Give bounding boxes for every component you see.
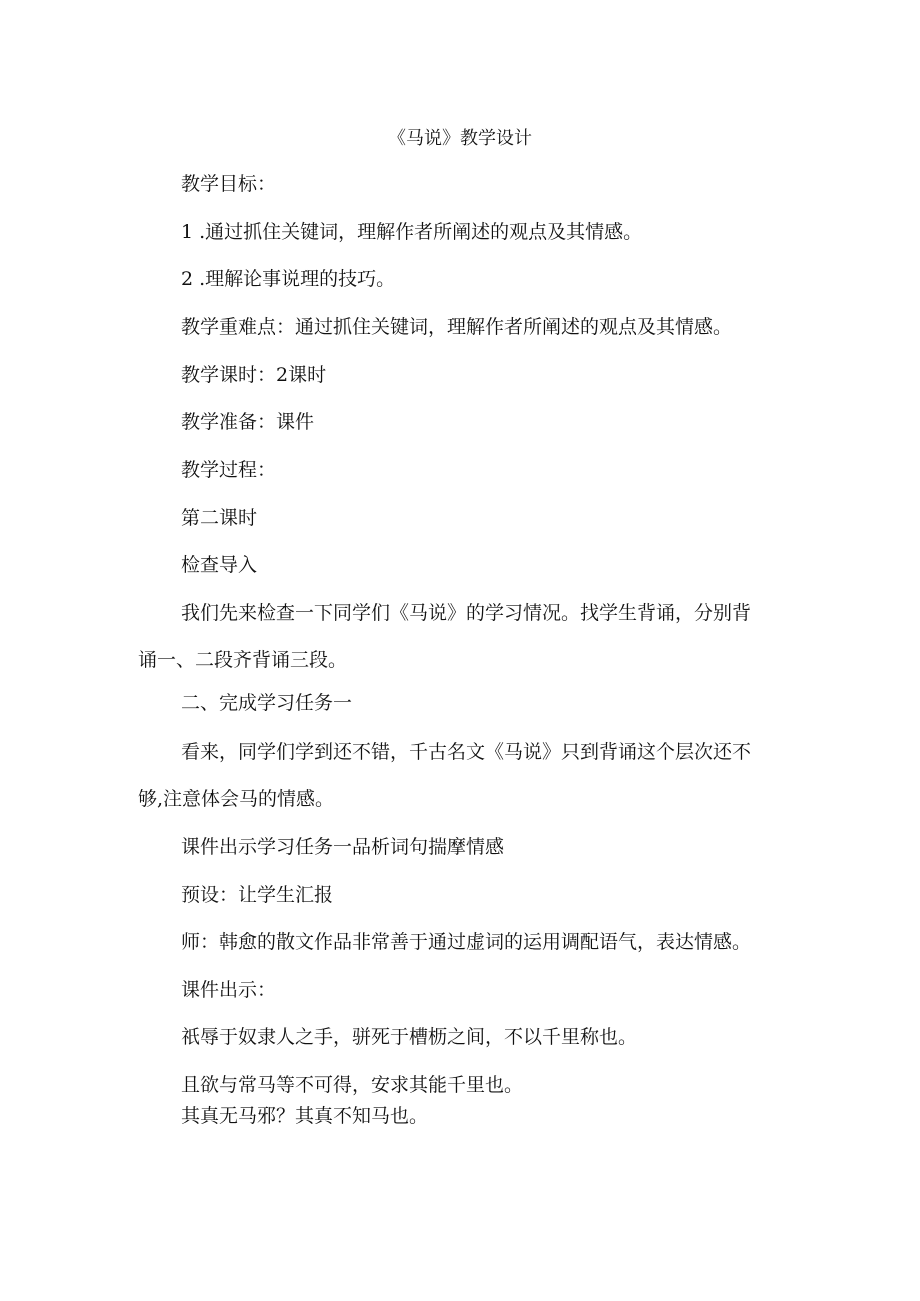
teacher-line: 师：韩愈的散文作品非常善于通过虚词的运用调配语气，表达情感。 — [181, 931, 752, 953]
section-heading-process: 教学过程： — [181, 459, 277, 481]
paragraph-task-line-2: 够,注意体会马的情感。 — [138, 788, 335, 810]
paragraph-review-line-2: 诵一、二段齐背诵三段。 — [138, 649, 348, 671]
objective-item-1: 1 .通过抓住关键词，理解作者所阐述的观点及其情感。 — [181, 221, 643, 243]
document-title: 《马说》教学设计 — [388, 128, 532, 149]
review-intro-heading: 检查导入 — [181, 554, 258, 576]
quote-line-3: 其真无马邪？其真不知马也。 — [181, 1105, 429, 1127]
preset-line: 预设：让学生汇报 — [181, 884, 334, 906]
quote-line-1: 祇辱于奴隶人之手，骈死于槽枥之间，不以千里称也。 — [181, 1026, 638, 1048]
section-heading-objectives: 教学目标： — [181, 173, 277, 195]
teaching-preparation: 教学准备：课件 — [181, 411, 315, 433]
paragraph-review-line-1: 我们先来检查一下同学们《马说》的学习情况。找学生背诵，分别背 — [181, 602, 752, 624]
quote-line-2: 且欲与常马等不可得，安求其能千里也。 — [181, 1074, 524, 1096]
courseware-task-line: 课件出示学习任务一品析词句揣摩情感 — [181, 836, 505, 858]
key-difficulty: 教学重难点：通过抓住关键词，理解作者所阐述的观点及其情感。 — [181, 316, 733, 338]
class-hours: 教学课时：2课时 — [181, 364, 327, 386]
paragraph-task-line-1: 看来，同学们学到还不错，千古名文《马说》只到背诵这个层次还不 — [181, 741, 752, 763]
objective-item-2: 2 .理解论事说理的技巧。 — [181, 268, 396, 290]
task-one-heading: 二、完成学习任务一 — [181, 692, 353, 714]
lesson-heading: 第二课时 — [181, 507, 258, 529]
courseware-display-heading: 课件出示： — [181, 979, 277, 1001]
